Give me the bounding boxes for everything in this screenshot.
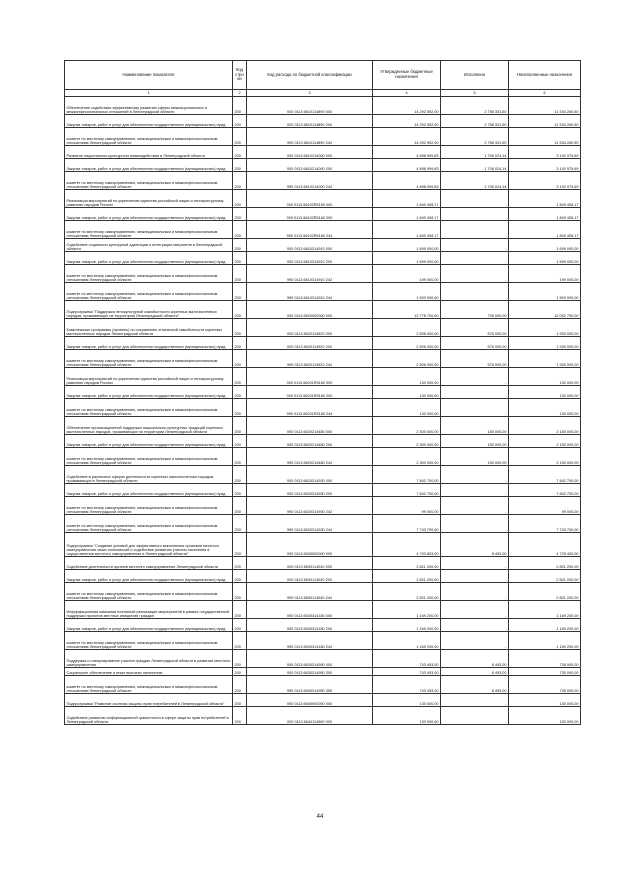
cell-executed: 150 000,00: [441, 448, 509, 466]
cell-executed: 150 000,00: [441, 435, 509, 448]
cell-approved: 2 300 000,00: [373, 448, 441, 466]
cell-classification-code: 990 0113 6620314930 244: [247, 515, 373, 533]
cell-indicator-name: Закупка товаров, работ и услуг для обеспечения государственных (муниципальных) нужд: [65, 252, 233, 265]
cell-classification-code: 000 0113 66102R5160 000: [247, 190, 373, 208]
cell-indicator-name: комитет по местному самоуправлению, межнациональным и межконфессиональным отношениям Ленинградской области: [65, 497, 233, 515]
cell-approved: 130 000,00: [373, 386, 441, 399]
cell-classification-code: 000 0113 6610214000 000: [247, 146, 373, 159]
cell-indicator-name: комитет по местному самоуправлению, межнациональным и межконфессиональным отношениям Ленинградской области: [65, 448, 233, 466]
table-row: [65, 601, 581, 619]
column-number: 3: [247, 90, 373, 97]
cell-row-code: 200: [233, 386, 247, 399]
cell-executed: 576 000,00: [441, 337, 509, 350]
cell-executed: -: [441, 368, 509, 386]
cell-unexecuted: 130 000,00: [509, 694, 581, 707]
cell-approved: 14 292 592,00: [373, 115, 441, 128]
cell-classification-code: 990 0113 6630314180 244: [247, 632, 373, 650]
cell-approved: 2 506 000,00: [373, 337, 441, 350]
table-row: [65, 533, 581, 557]
cell-row-code: 200: [233, 632, 247, 650]
cell-row-code: 200: [233, 115, 247, 128]
cell-row-code: 200: [233, 707, 247, 725]
cell-indicator-name: Содействие деятельности органов местного самоуправления Ленинградской области: [65, 557, 233, 570]
table-row: [65, 301, 581, 319]
cell-executed: -: [441, 252, 509, 265]
cell-executed: -: [441, 632, 509, 650]
cell-indicator-name: комитет по местному самоуправлению, межнациональным и межконфессиональным отношениям Ленинградской области: [65, 221, 233, 239]
table-row: [65, 159, 581, 172]
table-row: [65, 497, 581, 515]
table-row: [65, 252, 581, 265]
table-row: [65, 484, 581, 497]
cell-approved: 99 000,00: [373, 497, 441, 515]
table-row: [65, 650, 581, 668]
cell-unexecuted: 3 192 975,69: [509, 172, 581, 190]
cell-unexecuted: 12 052 700,00: [509, 301, 581, 319]
cell-row-code: 200: [233, 221, 247, 239]
cell-classification-code: 990 0113 6610114890 244: [247, 128, 373, 146]
table-row: [65, 386, 581, 399]
cell-unexecuted: 2 821 200,00: [509, 557, 581, 570]
cell-classification-code: 000 0113 66201R5160 200: [247, 386, 373, 399]
cell-classification-code: 990 0113 66201R5160 244: [247, 399, 373, 417]
cell-classification-code: 000 0113 6630314950 300: [247, 668, 373, 676]
cell-indicator-name: Закупка товаров, работ и услуг для обеспечения государственных (муниципальных) нужд: [65, 159, 233, 172]
table-row: [65, 190, 581, 208]
cell-executed: -: [441, 570, 509, 583]
cell-executed: -: [441, 399, 509, 417]
cell-row-code: 200: [233, 128, 247, 146]
cell-executed: 8 493,00: [441, 650, 509, 668]
table-row: [65, 265, 581, 283]
cell-unexecuted: 735 000,00: [509, 668, 581, 676]
cell-row-code: 200: [233, 265, 247, 283]
table-row: [65, 448, 581, 466]
cell-indicator-name: Закупка товаров, работ и услуг для обеспечения государственных (муниципальных) нужд: [65, 570, 233, 583]
header-unexecuted-appropriations: Неисполненные назначения: [509, 61, 581, 90]
cell-unexecuted: 130 000,00: [509, 707, 581, 725]
cell-executed: 8 493,00: [441, 676, 509, 694]
cell-row-code: 200: [233, 146, 247, 159]
cell-classification-code: 000 0113 6610314910 200: [247, 252, 373, 265]
cell-indicator-name: Закупка товаров, работ и услуг для обеспечения государственных (муниципальных) нужд: [65, 386, 233, 399]
cell-indicator-name: комитет по местному самоуправлению, межнациональным и межконфессиональным отношениям Ленинградской области: [65, 399, 233, 417]
table-body: [65, 97, 581, 725]
cell-unexecuted: 11 534 260,50: [509, 97, 581, 115]
cell-approved: 4 733 893,00: [373, 533, 441, 557]
cell-classification-code: 990 0113 6620314930 242: [247, 497, 373, 515]
cell-indicator-name: комитет по местному самоуправлению, межнациональным и межконфессиональным отношениям Ленинградской области: [65, 632, 233, 650]
cell-row-code: 200: [233, 668, 247, 676]
cell-row-code: 200: [233, 319, 247, 337]
cell-row-code: 200: [233, 676, 247, 694]
cell-row-code: 200: [233, 619, 247, 632]
cell-row-code: 200: [233, 466, 247, 484]
header-budget-classification-code: Код расхода по бюджетной классификации: [247, 61, 373, 90]
cell-approved: 4 898 999,83: [373, 146, 441, 159]
cell-executed: -: [441, 601, 509, 619]
cell-approved: 1 840 408,17: [373, 190, 441, 208]
cell-indicator-name: комитет по местному самоуправлению, межнациональным и межконфессиональным отношениям Ленинградской области: [65, 283, 233, 301]
cell-approved: 1 840 408,17: [373, 221, 441, 239]
cell-indicator-name: Обеспечение организационной поддержки национально-культурных традиций коренных малочисленных народов, проживающих на территории Ленинградской области: [65, 417, 233, 435]
cell-executed: -: [441, 239, 509, 252]
cell-executed: -: [441, 283, 509, 301]
table-row: [65, 676, 581, 694]
cell-classification-code: 990 0113 6620114920 244: [247, 350, 373, 368]
cell-executed: -: [441, 221, 509, 239]
cell-executed: 8 493,00: [441, 668, 509, 676]
table-row: [65, 172, 581, 190]
cell-classification-code: 000 0113 6620314930 000: [247, 466, 373, 484]
cell-executed: -: [441, 208, 509, 221]
table-row: [65, 619, 581, 632]
cell-unexecuted: 1 699 000,00: [509, 252, 581, 265]
table-row: [65, 583, 581, 601]
cell-approved: 12 778 700,00: [373, 301, 441, 319]
cell-executed: -: [441, 619, 509, 632]
cell-executed: -: [441, 497, 509, 515]
cell-row-code: 200: [233, 417, 247, 435]
cell-unexecuted: 4 725 400,00: [509, 533, 581, 557]
cell-approved: 130 000,00: [373, 368, 441, 386]
column-number: 1: [65, 90, 233, 97]
cell-classification-code: 000 0113 66201R5160 000: [247, 368, 373, 386]
cell-executed: -: [441, 694, 509, 707]
cell-unexecuted: 1 169 200,00: [509, 619, 581, 632]
cell-classification-code: 000 0113 6610114890 200: [247, 115, 373, 128]
cell-executed: 2 758 331,50: [441, 128, 509, 146]
cell-unexecuted: 130 000,00: [509, 399, 581, 417]
cell-row-code: 200: [233, 533, 247, 557]
cell-indicator-name: Поддержка и стимулирование участия граждан Ленинградской области в развитии местного самоуправления: [65, 650, 233, 668]
header-executed: Исполнено: [441, 61, 509, 90]
cell-indicator-name: Реализация мероприятий по укреплению единства российской нации и этнокультурному развитию народов России: [65, 368, 233, 386]
cell-row-code: 200: [233, 583, 247, 601]
cell-classification-code: 000 0113 6610114890 000: [247, 97, 373, 115]
table-row: [65, 208, 581, 221]
table-header-row: [65, 61, 581, 90]
cell-indicator-name: комитет по местному самоуправлению, межнациональным и межконфессиональным отношениям Ленинградской области: [65, 676, 233, 694]
cell-row-code: 200: [233, 448, 247, 466]
cell-executed: 726 000,00: [441, 301, 509, 319]
cell-unexecuted: 2 821 200,00: [509, 583, 581, 601]
cell-classification-code: 990 0113 6610314910 244: [247, 283, 373, 301]
cell-classification-code: 000 0113 6640114960 000: [247, 707, 373, 725]
cell-row-code: 200: [233, 350, 247, 368]
cell-unexecuted: 130 000,00: [509, 386, 581, 399]
header-indicator-name: Наименование показателя: [65, 61, 233, 90]
table-row: [65, 283, 581, 301]
cell-classification-code: 990 0113 66102R5160 244: [247, 221, 373, 239]
cell-approved: 743 493,00: [373, 676, 441, 694]
page-number: 44: [316, 814, 324, 820]
table-row: [65, 515, 581, 533]
cell-classification-code: 000 0113 6620114920 200: [247, 337, 373, 350]
cell-indicator-name: Закупка товаров, работ и услуг для обеспечения государственных (муниципальных) нужд: [65, 115, 233, 128]
cell-approved: 1 500 000,00: [373, 283, 441, 301]
cell-unexecuted: 2 821 200,00: [509, 570, 581, 583]
cell-approved: 1 699 000,00: [373, 239, 441, 252]
cell-classification-code: 000 0113 6620214480 000: [247, 417, 373, 435]
cell-classification-code: 000 0113 6630314180 200: [247, 619, 373, 632]
table-row: [65, 146, 581, 159]
cell-approved: 7 842 700,00: [373, 484, 441, 497]
cell-row-code: 200: [233, 435, 247, 448]
cell-row-code: 200: [233, 252, 247, 265]
cell-indicator-name: комитет по местному самоуправлению, межнациональным и межконфессиональным отношениям Ленинградской области: [65, 265, 233, 283]
cell-unexecuted: 130 000,00: [509, 368, 581, 386]
cell-unexecuted: 1 930 000,00: [509, 319, 581, 337]
cell-indicator-name: комитет по местному самоуправлению, межнациональным и межконфессиональным отношениям Ленинградской области: [65, 515, 233, 533]
cell-approved: 2 506 000,00: [373, 319, 441, 337]
cell-approved: 7 743 700,00: [373, 515, 441, 533]
table-row: [65, 337, 581, 350]
column-number-row: [65, 90, 581, 97]
cell-indicator-name: Подпрограмма "Развитие системы защиты прав потребителей в Ленинградской области": [65, 694, 233, 707]
cell-indicator-name: Комплексные программы (проекты) по сохранению этнической самобытности коренных малочисленных народов Ленинградской области: [65, 319, 233, 337]
cell-unexecuted: 7 842 700,00: [509, 484, 581, 497]
cell-classification-code: 000 0113 6630314180 000: [247, 601, 373, 619]
cell-approved: 14 292 592,00: [373, 128, 441, 146]
cell-indicator-name: Содействие социально-культурной адаптации и интеграции мигрантов в Ленинградской области: [65, 239, 233, 252]
cell-unexecuted: 3 192 975,69: [509, 146, 581, 159]
cell-executed: -: [441, 386, 509, 399]
cell-indicator-name: Подпрограмма "Создание условий для эффективного выполнения органами местного самоуправления своих полномочий и содействие развитию участия населения в осуществлении местного самоуправления в Ленинградской области": [65, 533, 233, 557]
cell-executed: -: [441, 583, 509, 601]
cell-row-code: 200: [233, 399, 247, 417]
table-row: [65, 570, 581, 583]
cell-approved: 14 292 592,00: [373, 97, 441, 115]
cell-unexecuted: 1 500 000,00: [509, 283, 581, 301]
cell-executed: 2 758 331,50: [441, 115, 509, 128]
cell-classification-code: 990 0113 6630314950 350: [247, 676, 373, 694]
cell-unexecuted: 1 930 000,00: [509, 337, 581, 350]
cell-unexecuted: 7 743 700,00: [509, 515, 581, 533]
cell-classification-code: 000 0113 6630114040 000: [247, 557, 373, 570]
table-row: [65, 557, 581, 570]
cell-row-code: 200: [233, 283, 247, 301]
cell-indicator-name: Закупка товаров, работ и услуг для обеспечения государственных (муниципальных) нужд: [65, 619, 233, 632]
cell-classification-code: 000 0113 6630114040 200: [247, 570, 373, 583]
cell-classification-code: 000 0113 6630314950 000: [247, 650, 373, 668]
budget-execution-table: [64, 60, 581, 725]
cell-row-code: 200: [233, 190, 247, 208]
cell-executed: 2 758 331,50: [441, 97, 509, 115]
cell-indicator-name: Реализация мероприятий по укреплению единства российской нации и этнокультурному развитию народов России: [65, 190, 233, 208]
cell-executed: 576 000,00: [441, 350, 509, 368]
cell-executed: -: [441, 557, 509, 570]
cell-approved: 1 169 200,00: [373, 632, 441, 650]
cell-executed: -: [441, 190, 509, 208]
table-row: [65, 350, 581, 368]
table-row: [65, 707, 581, 725]
table-row: [65, 466, 581, 484]
cell-classification-code: 000 0113 6620114920 000: [247, 319, 373, 337]
cell-approved: 130 000,00: [373, 707, 441, 725]
table-row: [65, 128, 581, 146]
cell-indicator-name: Содействие развитию информационной грамотности в сфере защиты прав потребителей в Ленинградской области: [65, 707, 233, 725]
cell-executed: 150 000,00: [441, 417, 509, 435]
cell-unexecuted: 11 534 260,50: [509, 115, 581, 128]
cell-executed: 1 706 024,14: [441, 172, 509, 190]
cell-unexecuted: 2 150 000,00: [509, 417, 581, 435]
cell-row-code: 200: [233, 172, 247, 190]
cell-indicator-name: Закупка товаров, работ и услуг для обеспечения государственных (муниципальных) нужд: [65, 337, 233, 350]
table-row: [65, 694, 581, 707]
cell-unexecuted: 1 169 200,00: [509, 601, 581, 619]
cell-approved: 2 821 200,00: [373, 570, 441, 583]
cell-unexecuted: 3 192 975,69: [509, 159, 581, 172]
cell-unexecuted: 1 840 408,17: [509, 190, 581, 208]
cell-indicator-name: Информационная кампания поэтапной реализации мероприятий в рамках государственной поддержки проектов местных инициатив граждан: [65, 601, 233, 619]
cell-approved: 1 840 408,17: [373, 208, 441, 221]
cell-row-code: 200: [233, 484, 247, 497]
cell-approved: 743 493,00: [373, 668, 441, 676]
cell-classification-code: 990 0113 6620214480 244: [247, 448, 373, 466]
table-row: [65, 97, 581, 115]
cell-classification-code: 000 0113 6630000000 000: [247, 533, 373, 557]
cell-approved: 130 000,00: [373, 694, 441, 707]
table-row: [65, 221, 581, 239]
cell-approved: 1 699 000,00: [373, 252, 441, 265]
cell-indicator-name: Социальное обеспечение и иные выплаты населению: [65, 668, 233, 676]
table-row: [65, 115, 581, 128]
cell-row-code: 200: [233, 570, 247, 583]
cell-classification-code: 000 0113 6620000000 000: [247, 301, 373, 319]
cell-indicator-name: комитет по местному самоуправлению, межнациональным и межконфессиональным отношениям Ленинградской области: [65, 128, 233, 146]
table-row: [65, 435, 581, 448]
cell-classification-code: 000 0113 6620214480 200: [247, 435, 373, 448]
cell-unexecuted: 2 150 000,00: [509, 435, 581, 448]
table-row: [65, 668, 581, 676]
table-row: [65, 368, 581, 386]
cell-indicator-name: Закупка товаров, работ и услуг для обеспечения государственных (муниципальных) нужд: [65, 208, 233, 221]
cell-classification-code: 000 0113 66102R5160 200: [247, 208, 373, 221]
cell-approved: 2 300 000,00: [373, 435, 441, 448]
cell-approved: 2 300 000,00: [373, 417, 441, 435]
cell-row-code: 200: [233, 650, 247, 668]
cell-indicator-name: Содействие в различных сферах деятельности коренных малочисленных народов, проживающих в Ленинградской области: [65, 466, 233, 484]
cell-classification-code: 000 0113 6610214000 200: [247, 159, 373, 172]
cell-approved: 130 000,00: [373, 399, 441, 417]
cell-unexecuted: 1 169 200,00: [509, 632, 581, 650]
cell-approved: 7 842 700,00: [373, 466, 441, 484]
column-number: 4: [373, 90, 441, 97]
budget-report-sheet: [64, 60, 580, 725]
cell-approved: 743 493,00: [373, 650, 441, 668]
table-row: [65, 632, 581, 650]
cell-executed: -: [441, 515, 509, 533]
cell-row-code: 200: [233, 557, 247, 570]
cell-classification-code: 000 0113 6610314910 000: [247, 239, 373, 252]
header-row-code: Код стро ки: [233, 61, 247, 90]
column-number: 6: [509, 90, 581, 97]
cell-classification-code: 000 0113 6620314930 200: [247, 484, 373, 497]
cell-row-code: 200: [233, 601, 247, 619]
cell-classification-code: 000 0113 6640000000 000: [247, 694, 373, 707]
cell-unexecuted: 99 000,00: [509, 497, 581, 515]
table-row: [65, 399, 581, 417]
cell-approved: 4 898 999,83: [373, 159, 441, 172]
cell-executed: 1 706 024,14: [441, 159, 509, 172]
cell-unexecuted: 735 000,00: [509, 650, 581, 668]
cell-indicator-name: комитет по местному самоуправлению, межнациональным и межконфессиональным отношениям Ленинградской области: [65, 583, 233, 601]
cell-approved: 199 000,00: [373, 265, 441, 283]
cell-classification-code: 990 0113 6630114040 244: [247, 583, 373, 601]
cell-row-code: 200: [233, 368, 247, 386]
cell-classification-code: 990 0113 6610314910 242: [247, 265, 373, 283]
column-number: 2: [233, 90, 247, 97]
cell-unexecuted: 11 534 260,50: [509, 128, 581, 146]
cell-executed: -: [441, 265, 509, 283]
cell-unexecuted: 7 842 700,00: [509, 466, 581, 484]
cell-indicator-name: Закупка товаров, работ и услуг для обеспечения государственных (муниципальных) нужд: [65, 484, 233, 497]
table-row: [65, 319, 581, 337]
cell-approved: 2 821 200,00: [373, 557, 441, 570]
cell-row-code: 200: [233, 515, 247, 533]
table-row: [65, 417, 581, 435]
cell-indicator-name: Обеспечение содействия эффективному развитию сферы межнациональных и межконфессиональных отношений в Ленинградской области: [65, 97, 233, 115]
cell-row-code: 200: [233, 97, 247, 115]
cell-approved: 4 898 999,83: [373, 172, 441, 190]
cell-unexecuted: 1 930 000,00: [509, 350, 581, 368]
cell-indicator-name: комитет по местному самоуправлению, межнациональным и межконфессиональным отношениям Ленинградской области: [65, 350, 233, 368]
cell-indicator-name: Подпрограмма "Поддержка этнокультурной самобытности коренных малочисленных народов, проживающих на территории Ленинградской области": [65, 301, 233, 319]
cell-unexecuted: 735 000,00: [509, 676, 581, 694]
cell-approved: 1 169 200,00: [373, 601, 441, 619]
cell-executed: -: [441, 484, 509, 497]
cell-indicator-name: Развитие национально-культурного взаимодействия в Ленинградской области: [65, 146, 233, 159]
cell-row-code: 200: [233, 239, 247, 252]
cell-approved: 1 169 200,00: [373, 619, 441, 632]
cell-approved: 2 821 200,00: [373, 583, 441, 601]
cell-executed: -: [441, 466, 509, 484]
cell-row-code: 200: [233, 337, 247, 350]
cell-row-code: 200: [233, 159, 247, 172]
cell-unexecuted: 1 699 000,00: [509, 239, 581, 252]
cell-executed: -: [441, 707, 509, 725]
cell-indicator-name: Закупка товаров, работ и услуг для обеспечения государственных (муниципальных) нужд: [65, 435, 233, 448]
cell-row-code: 200: [233, 694, 247, 707]
cell-unexecuted: 2 150 000,00: [509, 448, 581, 466]
cell-row-code: 200: [233, 497, 247, 515]
cell-row-code: 200: [233, 301, 247, 319]
cell-unexecuted: 199 000,00: [509, 265, 581, 283]
cell-unexecuted: 1 840 408,17: [509, 221, 581, 239]
cell-indicator-name: комитет по местному самоуправлению, межнациональным и межконфессиональным отношениям Ленинградской области: [65, 172, 233, 190]
cell-approved: 2 506 000,00: [373, 350, 441, 368]
table-row: [65, 239, 581, 252]
header-approved-appropriations: Утвержденные бюджетные назначения: [373, 61, 441, 90]
cell-executed: 576 000,00: [441, 319, 509, 337]
cell-row-code: 200: [233, 208, 247, 221]
cell-executed: 8 493,00: [441, 533, 509, 557]
cell-executed: 1 706 024,14: [441, 146, 509, 159]
cell-unexecuted: 1 840 408,17: [509, 208, 581, 221]
column-number: 5: [441, 90, 509, 97]
cell-classification-code: 990 0113 6610214000 244: [247, 172, 373, 190]
